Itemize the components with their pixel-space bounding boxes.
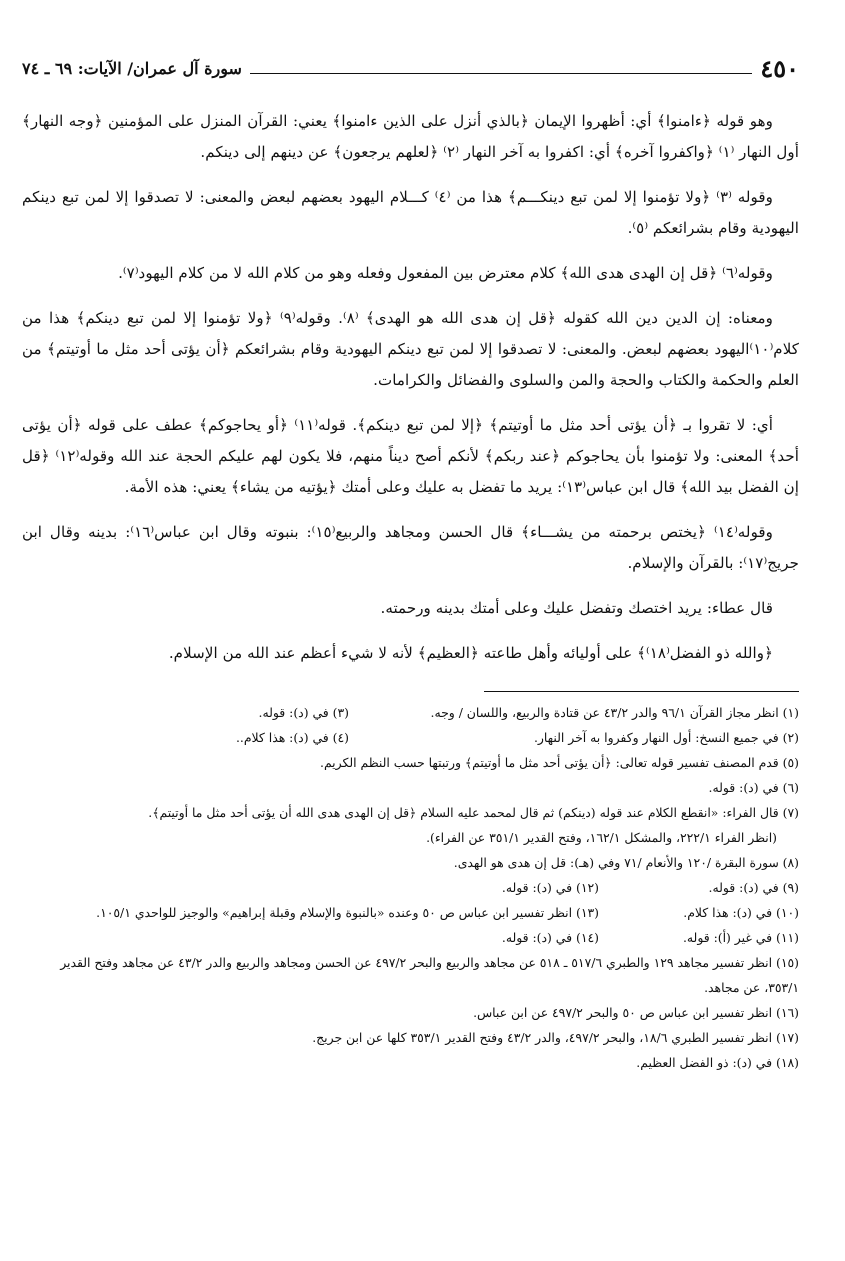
- footnote: (٤) في (د): هذا كلام..: [235, 730, 349, 745]
- footnote-row: [22, 875, 799, 900]
- footnote-row: [22, 1025, 799, 1050]
- footnote-row: [22, 850, 799, 875]
- footnote-row: [22, 725, 799, 750]
- footnote: (٨) سورة البقرة /١٢٠ والأنعام /٧١ وفي (هـ): قل إن هدى هو الهدى.: [453, 855, 799, 870]
- footnote-row: [22, 925, 799, 950]
- paragraph: ﴿والله ذو الفضل⁽١٨⁾﴾ على أوليائه وأهل طاعته ﴿العظيم﴾ لأنه لا شيء أعظم عند الله من الإسلام.: [168, 644, 773, 662]
- footnote: (١٦) انظر تفسير ابن عباس ص ٥٠ والبحر ٤٩٧/٢ عن ابن عباس.: [473, 1005, 799, 1020]
- footnote-row: [22, 825, 799, 850]
- footnote: (١) انظر مجاز القرآن ٩٦/١ والدر ٤٣/٢ عن قتادة والربيع، واللسان / وجه.: [430, 705, 799, 720]
- footnote-row: [22, 900, 799, 925]
- footnote-row: [22, 750, 799, 775]
- main-text: [22, 106, 799, 669]
- footnote: (١٢) في (د): قوله.: [501, 880, 599, 895]
- paragraph: أي: لا تقروا بـ ﴿أن يؤتى أحد مثل ما أوتيتم﴾ ﴿إلا لمن تبع دينكم﴾. قوله⁽١١⁾ ﴿أو يحاجوكم﴾ عطف على قوله ﴿أن يؤتى أحد﴾ المعنى: ولا تؤمنوا بأن يحاجوكم ﴿عند ربكم﴾ لأنكم أصح ديناً منهم، فلا يكون لهم عليكم الحجة عند الله وقوله⁽١٢⁾ ﴿قل إن الفضل بيد الله﴾ قال ابن عباس⁽١٣⁾: يريد ما تفضل به عليك وعلى أمتك ﴿يؤتيه من يشاء﴾ يعني: هذه الأمة.: [22, 416, 800, 496]
- footnote-row: [22, 775, 799, 800]
- paragraph: وهو قوله ﴿ءامنوا﴾ أي: أظهروا الإيمان ﴿بالذي أنزل على الذين ءامنوا﴾ يعني: القرآن المنزل على المؤمنين ﴿وجه النهار﴾ أول النهار ⁽١⁾ ﴿واكفروا آخره﴾ أي: اكفروا به آخر النهار ⁽٢⁾ ﴿لعلهم يرجعون﴾ عن دينهم إلى دينكم.: [22, 112, 799, 161]
- footnote-continuation: (انظر الفراء ٢٢٢/١، والمشكل ١٦٢/١، وفتح القدير ٣٥١/١ عن الفراء).: [426, 830, 777, 845]
- paragraph: وقوله⁽٦⁾ ﴿قل إن الهدى هدى الله﴾ كلام معترض بين المفعول وفعله وهو من كلام الله لا من كلام اليهود⁽٧⁾.: [118, 264, 773, 282]
- footnote: (١٨) في (د): ذو الفضل العظيم.: [636, 1055, 799, 1070]
- footnote: (١٠) في (د): هذا كلام.: [683, 905, 799, 920]
- paragraph: ومعناه: إن الدين دين الله كقوله ﴿قل إن هدى الله هو الهدى﴾ ⁽٨⁾. وقوله⁽٩⁾ ﴿ولا تؤمنوا إلا لمن تبع دينكم﴾ هذا من كلام⁽١٠⁾اليهود بعضهم لبعض. والمعنى: لا تصدقوا إلا لمن تبع دينكم اليهودية وقام بشرائعكم ﴿أن يؤتى أحد مثل ما أوتيتم﴾ من العلم والحكمة والكتاب والحجة والمن والسلوى والفضائل والكرامات.: [22, 309, 799, 389]
- footnotes: [22, 700, 799, 1075]
- footnote: (١٥) انظر تفسير مجاهد ١٢٩ والطبري ٥١٧/٦ ـ ٥١٨ عن مجاهد والربيع والبحر ٤٩٧/٢ عن الحسن ومجاهد والربيع والدر ٤٣/٢ عن مجاهد وفتح القدير ٣٥٣/١، عن مجاهد.: [60, 955, 799, 995]
- footnote-row: [22, 700, 799, 725]
- footnote: (٦) في (د): قوله.: [708, 780, 799, 795]
- header-rule: [250, 73, 752, 74]
- running-title: سورة آل عمران/ الآيات: ٦٩ ـ ٧٤: [22, 58, 242, 78]
- footnote-row: [22, 1050, 799, 1075]
- footnote-row: [22, 1000, 799, 1025]
- footnote: (٩) في (د): قوله.: [708, 880, 799, 895]
- paragraph: وقوله ⁽٣⁾ ﴿ولا تؤمنوا إلا لمن تبع دينكـــم﴾ هذا من ⁽٤⁾ كـــلام اليهود بعضهم لبعض والمعنى: لا تصدقوا إلا لمن تبع دينكم اليهودية وقام بشرائعكم ⁽٥⁾.: [22, 188, 799, 237]
- footnote: (٣) في (د): قوله.: [258, 705, 349, 720]
- footnote: (٧) قال الفراء: «انقطع الكلام عند قوله (دينكم) ثم قال لمحمد عليه السلام ﴿قل إن الهدى هدى الله أن يؤتى أحد مثل ما أوتيتم﴾.: [148, 805, 799, 820]
- paragraph: قال عطاء: يريد اختصك وتفضل عليك وعلى أمتك بدينه ورحمته.: [380, 599, 773, 617]
- page-header: [22, 48, 799, 88]
- footnote: (١٣) انظر تفسير ابن عباس ص ٥٠ وعنده «بالنبوة والإسلام وقبلة إبراهيم» والوجيز للواحدي ١٠٥/١.: [96, 905, 599, 920]
- footnote: (٢) في جميع النسخ: أول النهار وكفروا به آخر النهار.: [533, 730, 799, 745]
- footnote: (١١) في غير (أ): قوله.: [682, 930, 799, 945]
- footnote: (١٧) انظر تفسير الطبري ١٨/٦، والبحر ٤٩٧/٢، والدر ٤٣/٢ وفتح القدير ٣٥٣/١ كلها عن ابن جريج.: [312, 1030, 799, 1045]
- footnote: (١٤) في (د): قوله.: [501, 930, 599, 945]
- footnote-row: [22, 950, 799, 1000]
- page-number: ٤٥٠: [760, 53, 799, 83]
- paragraph: وقوله⁽١٤⁾ ﴿يختص برحمته من يشـــاء﴾ قال الحسن ومجاهد والربيع⁽١٥⁾: بنبوته وقال ابن عباس⁽١٦⁾: بدينه وقال ابن جريج⁽١٧⁾: بالقرآن والإسلام.: [22, 523, 799, 572]
- footnote-row: [22, 800, 799, 825]
- footnote-divider: [484, 691, 799, 692]
- footnote: (٥) قدم المصنف تفسير قوله تعالى: ﴿أن يؤتى أحد مثل ما أوتيتم﴾ ورتبتها حسب النظم الكريم.: [320, 755, 799, 770]
